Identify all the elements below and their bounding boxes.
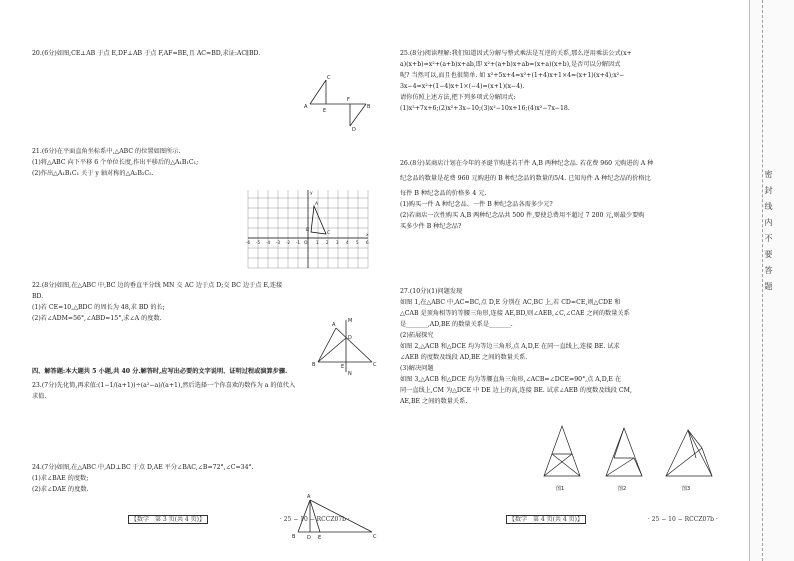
q21-text-2: (1)将△ABC 向下平移 6 个单位长度,作出平移后的△A₁B₁C₁; (32, 159, 199, 166)
x-tick-label: 4 (346, 240, 349, 245)
q27-text-6: 如图 2,△ACB 和△DCE 均为等边三角形,点 A,D,E 在同一直线上,连接 BE. 试求 (400, 343, 620, 350)
q24-label-e: E (318, 535, 322, 541)
q22-text-3: (1)若 CE=10,△BDC 的周长为 48,求 BD 的长; (32, 304, 165, 311)
section-4-heading: 四、解答题:本大题共 5 小题,共 40 分.解答时,应写出必要的文字说明、证明过程或演算步骤. (32, 368, 288, 375)
q26-text-5: (2)若商店一次性购买 A,B 两种纪念品共 500 件,要使总费用不超过 7 200 元,则最少要购 (400, 212, 645, 219)
fig2-caption: 图2 (618, 486, 627, 492)
q24-label-a: A (307, 494, 311, 500)
q20-text: 20.(6分)如图,CE⊥AB 于点 E,DF⊥AB 于点 F,AF=BE,且 AC=BD,求证:AC∥BD. (32, 50, 261, 57)
q23-text-2: 求值. (32, 393, 47, 400)
q22-label-d: D (348, 335, 352, 341)
q22-label-a: A (332, 322, 336, 328)
q21-label-c: C (327, 231, 331, 236)
q20-label-b: B (367, 104, 371, 110)
question-24 (32, 462, 254, 495)
binding-margin (749, 0, 794, 561)
q20-figure (304, 60, 374, 132)
q21-label-b: B (306, 228, 310, 233)
x-tick-label: 6 (366, 240, 369, 245)
page-4-subject: 【数学 第 4 页(共 4 页)】 (506, 515, 586, 524)
q20-label-c: C (327, 75, 331, 81)
page-3-footer (128, 514, 350, 523)
x-tick-label: -5 (256, 240, 260, 245)
q24-label-b: B (292, 534, 296, 540)
question-25 (400, 48, 632, 114)
question-21 (32, 146, 198, 179)
q25-text-5: 请你仿照上述方法,把下列多项式分解因式: (400, 94, 516, 101)
q25-text-4: 3x−4=x²+(1−4)x+1×(−4)=(x+1)(x−4). (400, 83, 525, 90)
q27-text-8: (3)解决问题 (400, 365, 434, 372)
q25-text-2: a)(x+b)=x²+(a+b)x+ab,即 x²+(a+b)x+ab=(x+a)(x+b),是否可以分解因式 (400, 61, 621, 68)
question-27 (400, 286, 632, 407)
q27-text-9: 如图 3,△ACB 和△DCE 均为等腰直角三角形,∠ACB=∠DCE=90°,点 A,D,E 在 (400, 376, 622, 383)
q25-text-6: (1)x²+7x+6;(2)x²+3x−10;(3)x²−10x+16;(4)x²−7x−18. (400, 105, 570, 112)
q20-label-f: F (347, 97, 350, 103)
x-tick-label: -2 (286, 240, 290, 245)
fig3-caption: 图3 (682, 486, 691, 492)
q22-figure (310, 314, 380, 376)
q26-text-2a: 纪念品的数量是花费 960 元购进的 B 种纪念品的数量的 (400, 175, 555, 182)
q20-label-e: E (323, 108, 327, 114)
exam-page-4 (396, 18, 746, 533)
q25-text-1: 25.(8分)阅读理解:我们知道因式分解与整式乘法是互逆的关系,那么逆用乘法公式(x+ (400, 50, 632, 57)
x-tick-label: 5 (356, 240, 359, 245)
q21-label-a: A (315, 202, 319, 207)
q22-label-m: M (348, 318, 353, 324)
q27-text-10: 同一直线上,CM 为△DCE 中 DE 边上的高,连接 BE. 试求∠AEB 的度数及线段 CM, (400, 387, 632, 394)
exam-page-3 (18, 18, 384, 541)
x-tick-label: 2 (326, 240, 329, 245)
x-tick-label: -3 (276, 240, 280, 245)
q27-text-4: 是_______,AD,BE 的数量关系是_______. (400, 321, 513, 328)
x-tick-label: -1 (296, 240, 300, 245)
q26-text-4: (1)购买一件 A 种纪念品、一件 B 种纪念品各需多少元? (400, 201, 553, 208)
seal-line-notice: 密 封 线 内 不 要 答 题 (764, 170, 773, 290)
question-26 (400, 158, 653, 232)
x-tick-label: 3 (336, 240, 339, 245)
q26-text-1: 26.(8分)某商店计划在今年的圣诞节购进若干件 A,B 两种纪念品. 若花费 960 元购进的 A 种 (400, 160, 654, 167)
q24-text-2: (1)求∠BAE 的度数; (32, 475, 89, 482)
q27-text-7: ∠AEB 的度数及线段 AD,BE 之间的数量关系. (400, 354, 528, 361)
q22-text-2: BD. (32, 293, 44, 300)
q24-label-c: C (373, 534, 377, 540)
page-4-footer (506, 514, 718, 523)
q21-label-x: x (366, 233, 369, 238)
q23-text-1a: 23.(7分)先化简,再求值: (32, 382, 98, 389)
q21-text-3: (2)作出△A₁B₁C₁ 关于 y 轴对称的△A₂B₂C₂. (32, 170, 154, 177)
page-4-code: · 25 − 10 − RCCZ07b · (647, 516, 718, 523)
q22-label-b: B (312, 362, 316, 368)
x-tick-label: 1 (316, 240, 319, 245)
page-3-subject: 【数学 第 3 页(共 4 页)】 (128, 515, 208, 524)
q23-text-1b: ,然后选择一个你喜欢的数作为 a 的值代入 (180, 382, 296, 389)
q22-text-1: 22.(8分)如图,在△ABC 中,BC 边的垂直平分线 MN 交 AC 边于点 D;交 BC 边于点 E,连接 (32, 282, 283, 289)
q21-coordinate-grid (246, 188, 372, 270)
q26-fraction: 5/4 (554, 175, 565, 182)
q24-label-d: D (307, 535, 311, 541)
x-tick-label: -6 (246, 240, 250, 245)
q27-figures (536, 418, 736, 494)
q26-text-6: 买多少件 B 种纪念品? (400, 223, 462, 230)
question-20 (32, 48, 260, 59)
q27-text-5: (2)拓展探究 (400, 332, 434, 339)
q20-label-d: D (352, 127, 356, 132)
q22-text-4: (2)若∠ADM=56°,∠ABD=15°,求∠A 的度数. (32, 315, 162, 322)
q26-text-3: 每件 B 种纪念品的价格多 4 元. (400, 190, 487, 197)
q22-label-n: N (348, 371, 352, 376)
q23-expression: (1−1/(a+1))÷(a²−a)/(a+1) (97, 382, 181, 389)
q27-text-2: 如图 1,在△ABC 中,AC=BC,点 D,E 分别在 AC,BC 上,若 CD=CE,则△CDE 和 (400, 299, 621, 306)
question-23 (32, 380, 295, 402)
q21-text-1: 21.(6分)在平面直角坐标系中,△ABC 的位置如图所示. (32, 148, 181, 155)
q20-label-a: A (304, 104, 308, 110)
q26-text-2b: . 已知每件 A 种纪念品的价格比 (564, 175, 651, 182)
q22-label-e: E (341, 364, 345, 370)
q21-label-o: O (304, 241, 308, 246)
q27-text-1: 27.(10分)(1)问题发现 (400, 288, 463, 295)
q25-text-3: 呢? 当然可以,而且也很简单. 如 x²+5x+4=x²+(1+4)x+1×4=(x+1)(x+4);x²− (400, 72, 625, 79)
page-3-code: · 25 − 10 − RCCZ07b · (279, 516, 350, 523)
q24-text-1: 24.(7分)如图,在△ABC 中,AD⊥BC 于点 D,AE 平分∠BAC,∠B=72°,∠C=34°. (32, 464, 254, 471)
q27-text-3: △CAB 是顶角相等的等腰三角形,连接 AE,BD,则∠AEB,∠C,∠CAE 之间的数量关系 (400, 310, 630, 317)
q27-text-11: AE,BE 之间的数量关系. (400, 398, 468, 405)
x-tick-label: -4 (266, 240, 270, 245)
fig1-caption: 图1 (556, 486, 565, 492)
q22-label-c: C (373, 362, 377, 368)
q24-text-3: (2)求∠DAE 的度数. (32, 486, 89, 493)
question-22 (32, 280, 282, 324)
q21-label-y: y (310, 191, 313, 196)
